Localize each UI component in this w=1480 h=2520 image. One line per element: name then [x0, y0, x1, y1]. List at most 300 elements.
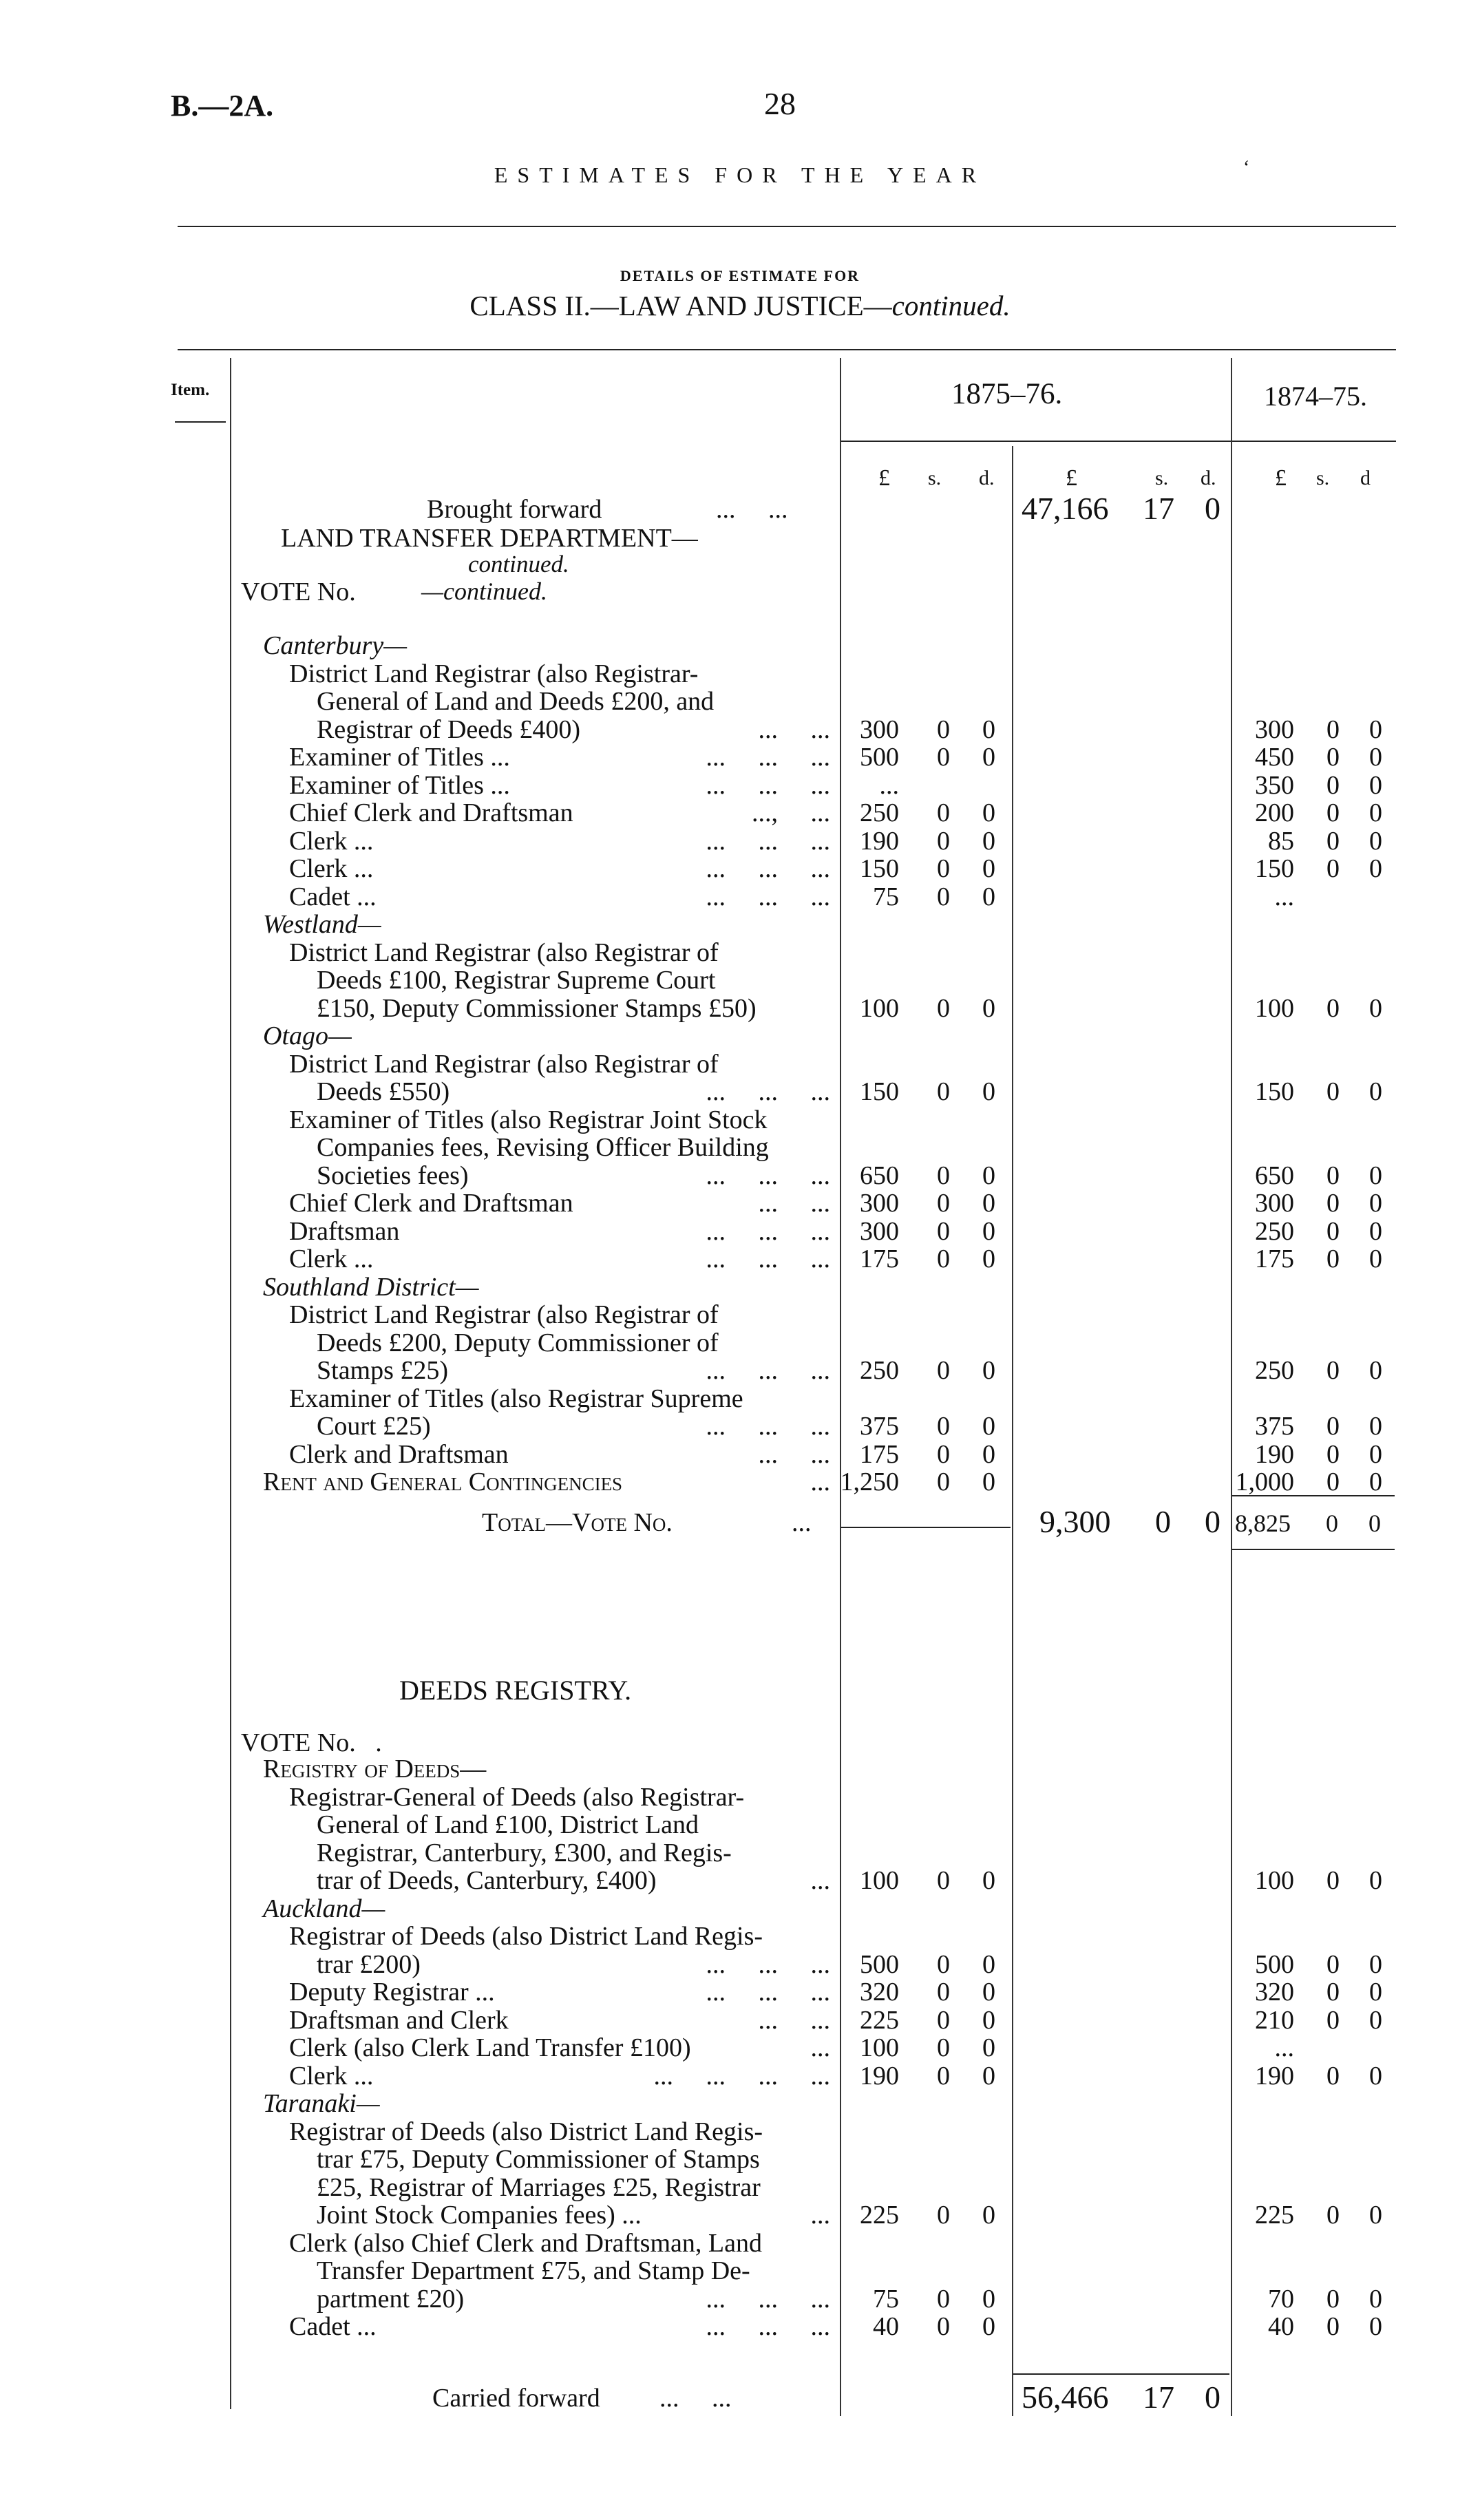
amount-1875-pence: 0 [982, 1866, 995, 1895]
amount-1875-pence: 0 [982, 1468, 995, 1496]
row-description: trar of Deeds, Canterbury, £400) [317, 1866, 657, 1895]
carried-forward-rule [1013, 2373, 1229, 2375]
row-description: District Land Registrar (also Registrar of [289, 1300, 719, 1329]
table-row [0, 1189, 1480, 1217]
table-row [0, 995, 1480, 1022]
amount-1875-pence: 0 [982, 826, 995, 856]
land-prev-rule-bottom [1232, 1549, 1395, 1550]
table-row [0, 2090, 1480, 2117]
row-description: Chief Clerk and Draftsman [289, 798, 573, 827]
amount-1874-shil: 0 [1326, 2005, 1340, 2035]
table-row [0, 2230, 1480, 2257]
table-row [0, 1441, 1480, 1468]
table-row [0, 2034, 1480, 2062]
table-row [0, 1978, 1480, 2006]
amount-1874-pounds: 150 [1255, 1077, 1294, 1106]
amount-1874-pounds: 100 [1255, 1866, 1294, 1895]
amount-1875-pence: 0 [982, 1439, 995, 1469]
table-row [0, 799, 1480, 827]
amount-1874-pounds: 175 [1255, 1245, 1294, 1273]
amount-1874-shil: 0 [1326, 993, 1340, 1023]
amount-1874-shil: 0 [1326, 714, 1340, 744]
deeds-registry-heading: DEEDS REGISTRY. [399, 1675, 632, 1706]
amount-1875-shil: 0 [937, 2312, 950, 2341]
row-description: Registrar, Canterbury, £300, and Regis- [317, 1838, 732, 1867]
row-description: Registrar of Deeds (also District Land Regis- [289, 1922, 763, 1951]
amount-1874-shil: 0 [1326, 1439, 1340, 1469]
amount-1875-shil: 0 [937, 1189, 950, 1218]
amount-1875-shil: 0 [937, 1077, 950, 1106]
amount-1874-shil: 0 [1326, 826, 1340, 856]
amount-1874-pounds: ... [1274, 882, 1294, 911]
row-description: District Land Registrar (also Registrar of [289, 938, 719, 967]
amount-1874-pounds: 250 [1255, 1356, 1294, 1385]
table-row [0, 688, 1480, 715]
item-column-header: Item. [171, 381, 210, 399]
amount-1875-pounds: 150 [860, 854, 899, 883]
table-row [0, 1273, 1480, 1301]
land-prev-rule-top [1232, 1495, 1395, 1496]
row-description: Registrar of Deeds £400) [317, 714, 581, 744]
amount-1874-pence: 0 [1369, 1439, 1382, 1469]
amount-1874-pence: 0 [1369, 2312, 1382, 2341]
table-row [0, 1022, 1480, 1050]
amount-1875-pounds: 300 [860, 1189, 899, 1218]
land-total-prev-shillings: 0 [1326, 1510, 1338, 1537]
amount-1875-pence: 0 [982, 2061, 995, 2090]
row-leader-dots: ..., ... [752, 798, 830, 827]
unit-shillings-c: s. [1316, 467, 1330, 489]
table-row [0, 1412, 1480, 1440]
amount-1875-shil: 0 [937, 1216, 950, 1246]
amount-1875-pounds: 100 [860, 1866, 899, 1895]
row-description: Joint Stock Companies fees) ... [317, 2201, 642, 2230]
amount-1874-pence: 0 [1369, 2284, 1382, 2313]
amount-1875-pence: 0 [982, 1216, 995, 1246]
row-description: Registry of Deeds— [263, 1755, 487, 1783]
amount-1875-pounds: 175 [860, 1439, 899, 1469]
row-description: Examiner of Titles ... [289, 743, 510, 772]
amount-1874-pounds: 500 [1255, 1949, 1294, 1979]
item-underline [175, 421, 226, 423]
table-row [0, 1050, 1480, 1078]
header-rule [178, 349, 1396, 350]
amount-1875-pence: 0 [982, 2005, 995, 2035]
row-description: Southland District— [263, 1272, 479, 1302]
amount-1874-pence: 0 [1369, 1161, 1382, 1190]
land-transfer-continued: continued. [468, 551, 569, 578]
amount-1875-shil: 0 [937, 798, 950, 827]
amount-1874-shil: 0 [1326, 1468, 1340, 1496]
amount-1874-pounds: 190 [1255, 2061, 1294, 2090]
table-row [0, 1468, 1480, 1496]
amount-1875-shil: 0 [937, 882, 950, 911]
table-row [0, 1301, 1480, 1328]
unit-pounds-c: £ [1275, 465, 1287, 491]
row-leader-dots: ... ... [758, 1189, 830, 1218]
amount-1874-pounds: 190 [1255, 1439, 1294, 1469]
deeds-vote-label: VOTE No. . [241, 1728, 382, 1757]
table-row [0, 772, 1480, 799]
row-leader-dots: ... ... ... [706, 770, 830, 800]
row-description: Clerk ... [289, 2061, 374, 2090]
row-leader-dots: ... ... ... [706, 1245, 830, 1273]
amount-1875-pounds: 75 [873, 882, 899, 911]
land-total-pounds: 9,300 [1039, 1504, 1111, 1539]
amount-1875-shil: 0 [937, 854, 950, 883]
amount-1874-shil: 0 [1326, 1216, 1340, 1246]
amount-1874-pounds: 200 [1255, 798, 1294, 827]
amount-1874-pence: 0 [1369, 770, 1382, 800]
table-row [0, 632, 1480, 659]
amount-1874-pence: 0 [1369, 1468, 1382, 1496]
amount-1874-shil: 0 [1326, 1949, 1340, 1979]
row-description: £150, Deputy Commissioner Stamps £50) [317, 993, 757, 1023]
amount-1874-pence: 0 [1369, 1216, 1382, 1246]
table-row [0, 716, 1480, 743]
row-leader-dots: ... ... ... [706, 1356, 830, 1385]
amount-1874-pounds: 225 [1255, 2201, 1294, 2230]
table-row [0, 2062, 1480, 2090]
amount-1874-shil: 0 [1326, 1189, 1340, 1218]
table-row [0, 855, 1480, 882]
table-row [0, 2285, 1480, 2313]
table-row [0, 1839, 1480, 1867]
row-description: Stamps £25) [317, 1356, 449, 1385]
unit-shillings-a: s. [928, 467, 942, 489]
row-leader-dots: ... ... ... [706, 882, 830, 911]
page-number: 28 [764, 86, 796, 121]
row-description: Cadet ... [289, 2312, 377, 2341]
table-row [0, 2118, 1480, 2146]
amount-1874-shil: 0 [1326, 2061, 1340, 2090]
amount-1874-pence: 0 [1369, 798, 1382, 827]
amount-1875-pounds: 190 [860, 826, 899, 856]
row-leader-dots: ... ... ... [706, 1412, 830, 1441]
class-title [0, 289, 1480, 322]
amount-1875-shil: 0 [937, 2061, 950, 2090]
amount-1875-shil: 0 [937, 2005, 950, 2035]
amount-1875-shil: 0 [937, 1412, 950, 1441]
amount-1874-pence: 0 [1369, 826, 1382, 856]
row-description: Companies fees, Revising Officer Building [317, 1133, 769, 1162]
table-row [0, 1329, 1480, 1357]
row-description: Taranaki— [263, 2089, 380, 2118]
amount-1874-shil: 0 [1326, 1245, 1340, 1273]
row-description: Clerk and Draftsman [289, 1439, 509, 1469]
table-row [0, 939, 1480, 966]
estimate-subtitle: DETAILS OF ESTIMATE FOR [620, 267, 860, 284]
row-leader-dots: ... ... ... [706, 826, 830, 856]
amount-1874-pounds: 250 [1255, 1216, 1294, 1246]
amount-1874-shil: 0 [1326, 1866, 1340, 1895]
amount-1874-shil: 0 [1326, 2201, 1340, 2230]
table-row [0, 2201, 1480, 2229]
row-leader-dots: ... [810, 1468, 830, 1496]
row-description: Draftsman [289, 1216, 400, 1246]
row-description: Clerk ... [289, 826, 374, 856]
unit-pence-b: d. [1201, 467, 1216, 489]
amount-1874-pounds: 300 [1255, 1189, 1294, 1218]
amount-1875-pence: 0 [982, 1161, 995, 1190]
amount-1875-shil: 0 [937, 993, 950, 1023]
amount-1875-shil: 0 [937, 1978, 950, 2007]
row-description: £25, Registrar of Marriages £25, Registrar [317, 2172, 761, 2202]
row-leader-dots: ... ... ... [706, 743, 830, 772]
amount-1874-shil: 0 [1326, 1412, 1340, 1441]
class-title-main: CLASS II.—LAW AND JUSTICE— [469, 290, 892, 321]
amount-1875-pence: 0 [982, 882, 995, 911]
table-row [0, 743, 1480, 771]
amount-1874-pounds: 150 [1255, 854, 1294, 883]
amount-1874-pounds: 320 [1255, 1978, 1294, 2007]
amount-1875-pounds: 250 [860, 798, 899, 827]
amount-1874-pounds: ... [1274, 2033, 1294, 2062]
amount-1875-pounds: 650 [860, 1161, 899, 1190]
row-description: Rent and General Contingencies [263, 1468, 623, 1496]
amount-1875-shil: 0 [937, 1468, 950, 1496]
amount-1875-pounds: 300 [860, 1216, 899, 1246]
row-description: Societies fees) [317, 1161, 469, 1190]
table-row [0, 2174, 1480, 2201]
row-description: Canterbury— [263, 631, 407, 660]
amount-1875-pence: 0 [982, 854, 995, 883]
brought-forward-shillings: 17 [1143, 491, 1174, 526]
amount-1874-pounds: 70 [1268, 2284, 1294, 2313]
row-description: Deputy Registrar ... [289, 1978, 495, 2007]
row-description: District Land Registrar (also Registrar of [289, 1049, 719, 1079]
year-underline [841, 441, 1396, 442]
row-description: District Land Registrar (also Registrar- [289, 659, 699, 688]
brought-forward-pounds: 47,166 [1022, 491, 1109, 526]
amount-1875-pence: 0 [982, 2312, 995, 2341]
amount-1875-pounds: 100 [860, 2033, 899, 2062]
carried-forward-label: Carried forward [432, 2384, 600, 2413]
amount-1874-pence: 0 [1369, 1245, 1382, 1273]
row-description: Clerk ... [289, 854, 374, 883]
brought-forward-label: Brought forward [427, 495, 602, 524]
amount-1875-shil: 0 [937, 743, 950, 772]
table-row [0, 1895, 1480, 1923]
row-description: Otago— [263, 1021, 352, 1050]
row-leader-dots: ... ... ... [706, 1077, 830, 1106]
brought-forward-dots: ... ... [716, 495, 788, 524]
amount-1875-pence: 0 [982, 1077, 995, 1106]
amount-1874-pence: 0 [1369, 1412, 1382, 1441]
amount-1875-shil: 0 [937, 1245, 950, 1273]
amount-1874-shil: 0 [1326, 743, 1340, 772]
row-description: General of Land £100, District Land [317, 1810, 699, 1839]
row-description: Registrar-General of Deeds (also Registrar- [289, 1782, 745, 1812]
amount-1874-pounds: 375 [1255, 1412, 1294, 1441]
table-row [0, 1134, 1480, 1161]
amount-1874-pence: 0 [1369, 854, 1382, 883]
amount-1875-pounds: 40 [873, 2312, 899, 2341]
amount-1874-pence: 0 [1369, 1356, 1382, 1385]
amount-1875-shil: 0 [937, 1356, 950, 1385]
land-total-pence: 0 [1205, 1504, 1220, 1539]
amount-1875-pounds: 150 [860, 1077, 899, 1106]
amount-1874-pounds: 350 [1255, 770, 1294, 800]
amount-1875-shil: 0 [937, 1161, 950, 1190]
unit-pounds-b: £ [1066, 465, 1077, 491]
amount-1874-pence: 0 [1369, 714, 1382, 744]
amount-1875-pounds: 225 [860, 2201, 899, 2230]
unit-shillings-b: s. [1155, 467, 1169, 489]
corner-mark: ‘ [1243, 157, 1250, 178]
row-leader-dots: ... ... [758, 2005, 830, 2035]
row-description: Deeds £200, Deputy Commissioner of [317, 1328, 719, 1357]
table-row [0, 1867, 1480, 1894]
amount-1874-shil: 0 [1326, 2312, 1340, 2341]
row-leader-dots: ... ... [758, 1439, 830, 1469]
amount-1874-shil: 0 [1326, 1161, 1340, 1190]
amount-1875-pounds: 175 [860, 1245, 899, 1273]
amount-1875-shil: 0 [937, 2284, 950, 2313]
year-1874-75-header: 1874–75. [1264, 381, 1367, 412]
amount-1874-shil: 0 [1326, 2284, 1340, 2313]
page-title: ESTIMATES FOR THE YEAR [494, 162, 986, 187]
amount-1875-pounds: 500 [860, 743, 899, 772]
amount-1875-pounds: 100 [860, 993, 899, 1023]
amount-1874-pence: 0 [1369, 1978, 1382, 2007]
table-row [0, 1783, 1480, 1811]
row-description: Examiner of Titles (also Registrar Joint Stock [289, 1105, 768, 1134]
amount-1874-pounds: 40 [1268, 2312, 1294, 2341]
amount-1875-pence: 0 [982, 1412, 995, 1441]
table-row [0, 1162, 1480, 1189]
row-leader-dots: ... [810, 2033, 830, 2062]
table-row [0, 1811, 1480, 1839]
land-total-shillings: 0 [1155, 1504, 1171, 1539]
amount-1875-pounds: 320 [860, 1978, 899, 2007]
amount-1875-pence: 0 [982, 743, 995, 772]
amount-1874-pounds: 300 [1255, 714, 1294, 744]
row-description: Examiner of Titles ... [289, 770, 510, 800]
table-row [0, 1357, 1480, 1384]
amount-1875-pence: 0 [982, 1978, 995, 2007]
land-total-prev-pence: 0 [1368, 1510, 1381, 1537]
table-row [0, 911, 1480, 938]
row-description: Clerk ... [289, 1245, 374, 1273]
table-row [0, 1951, 1480, 1978]
row-description: Registrar of Deeds (also District Land Regis- [289, 2117, 763, 2146]
amount-1875-shil: 0 [937, 1439, 950, 1469]
table-row [0, 1078, 1480, 1105]
amount-1875-pounds: ... [879, 770, 899, 800]
row-leader-dots: ... ... ... [706, 1949, 830, 1979]
amount-1874-pence: 0 [1369, 2005, 1382, 2035]
year-1875-76-header: 1875–76. [951, 378, 1063, 410]
row-description: trar £200) [317, 1949, 421, 1979]
unit-pence-c: d [1360, 467, 1371, 489]
brought-forward-pence: 0 [1205, 491, 1220, 526]
table-row [0, 827, 1480, 855]
amount-1874-shil: 0 [1326, 798, 1340, 827]
amount-1874-pence: 0 [1369, 1077, 1382, 1106]
table-row [0, 1755, 1480, 1783]
row-leader-dots: ... ... ... [706, 2312, 830, 2341]
top-rule [178, 226, 1396, 227]
row-leader-dots: ... ... ... ... [653, 2061, 830, 2090]
amount-1874-pounds: 450 [1255, 743, 1294, 772]
amount-1874-pence: 0 [1369, 1866, 1382, 1895]
table-row [0, 2257, 1480, 2285]
amount-1875-pence: 0 [982, 2033, 995, 2062]
amount-1875-shil: 0 [937, 1866, 950, 1895]
amount-1875-pence: 0 [982, 1189, 995, 1218]
amount-1875-pence: 0 [982, 798, 995, 827]
land-vote-continued: —continued. [421, 578, 547, 605]
land-total-dots: ... [792, 1508, 812, 1537]
amount-1874-shil: 0 [1326, 1978, 1340, 2007]
amount-1874-pence: 0 [1369, 2061, 1382, 2090]
amount-1875-pounds: 300 [860, 714, 899, 744]
table-row [0, 2313, 1480, 2340]
row-leader-dots: ... ... ... [706, 1978, 830, 2007]
amount-1874-shil: 0 [1326, 1356, 1340, 1385]
row-leader-dots: ... ... [758, 714, 830, 744]
carried-forward-dots: ... ... [659, 2384, 732, 2413]
amount-1875-shil: 0 [937, 714, 950, 744]
row-description: Deeds £100, Registrar Supreme Court [317, 966, 716, 995]
amount-1874-pence: 0 [1369, 2201, 1382, 2230]
unit-pounds-a: £ [878, 465, 890, 491]
land-total-prev-pounds: 8,825 [1235, 1510, 1291, 1537]
carried-forward-shillings: 17 [1143, 2380, 1174, 2415]
row-description: Court £25) [317, 1412, 431, 1441]
row-description: Transfer Department £75, and Stamp De- [317, 2256, 750, 2285]
amount-1875-pence: 0 [982, 1245, 995, 1273]
table-row [0, 883, 1480, 911]
amount-1875-pence: 0 [982, 714, 995, 744]
row-description: Auckland— [263, 1894, 385, 1923]
amount-1874-shil: 0 [1326, 770, 1340, 800]
amount-1875-pence: 0 [982, 2201, 995, 2230]
document-reference: B.—2A. [171, 89, 274, 123]
unit-pence-a: d. [979, 467, 995, 489]
amount-1874-shil: 0 [1326, 1077, 1340, 1106]
amount-1875-pounds: 250 [860, 1356, 899, 1385]
amount-1874-pence: 0 [1369, 1189, 1382, 1218]
land-total-rule [841, 1527, 1011, 1528]
amount-1874-pence: 0 [1369, 993, 1382, 1023]
row-leader-dots: ... ... ... [706, 1216, 830, 1246]
row-leader-dots: ... ... ... [706, 1161, 830, 1190]
amount-1874-pence: 0 [1369, 1949, 1382, 1979]
row-description: Clerk (also Chief Clerk and Draftsman, Land [289, 2228, 762, 2258]
amount-1875-pence: 0 [982, 2284, 995, 2313]
amount-1874-pounds: 1,000 [1235, 1468, 1294, 1496]
amount-1875-pounds: 190 [860, 2061, 899, 2090]
row-description: Cadet ... [289, 882, 377, 911]
row-leader-dots: ... ... ... [706, 854, 830, 883]
amount-1875-pounds: 500 [860, 1949, 899, 1979]
amount-1875-pence: 0 [982, 993, 995, 1023]
amount-1875-pounds: 1,250 [840, 1468, 899, 1496]
carried-forward-pence: 0 [1205, 2380, 1220, 2415]
amount-1874-pence: 0 [1369, 743, 1382, 772]
table-row [0, 2007, 1480, 2034]
amount-1875-pounds: 75 [873, 2284, 899, 2313]
row-description: Examiner of Titles (also Registrar Supreme [289, 1384, 743, 1413]
row-leader-dots: ... [810, 1866, 830, 1895]
table-row [0, 1106, 1480, 1134]
row-description: trar £75, Deputy Commissioner of Stamps [317, 2145, 760, 2174]
table-row [0, 660, 1480, 688]
row-description: Deeds £550) [317, 1077, 450, 1106]
class-title-continued: continued. [891, 290, 1011, 321]
